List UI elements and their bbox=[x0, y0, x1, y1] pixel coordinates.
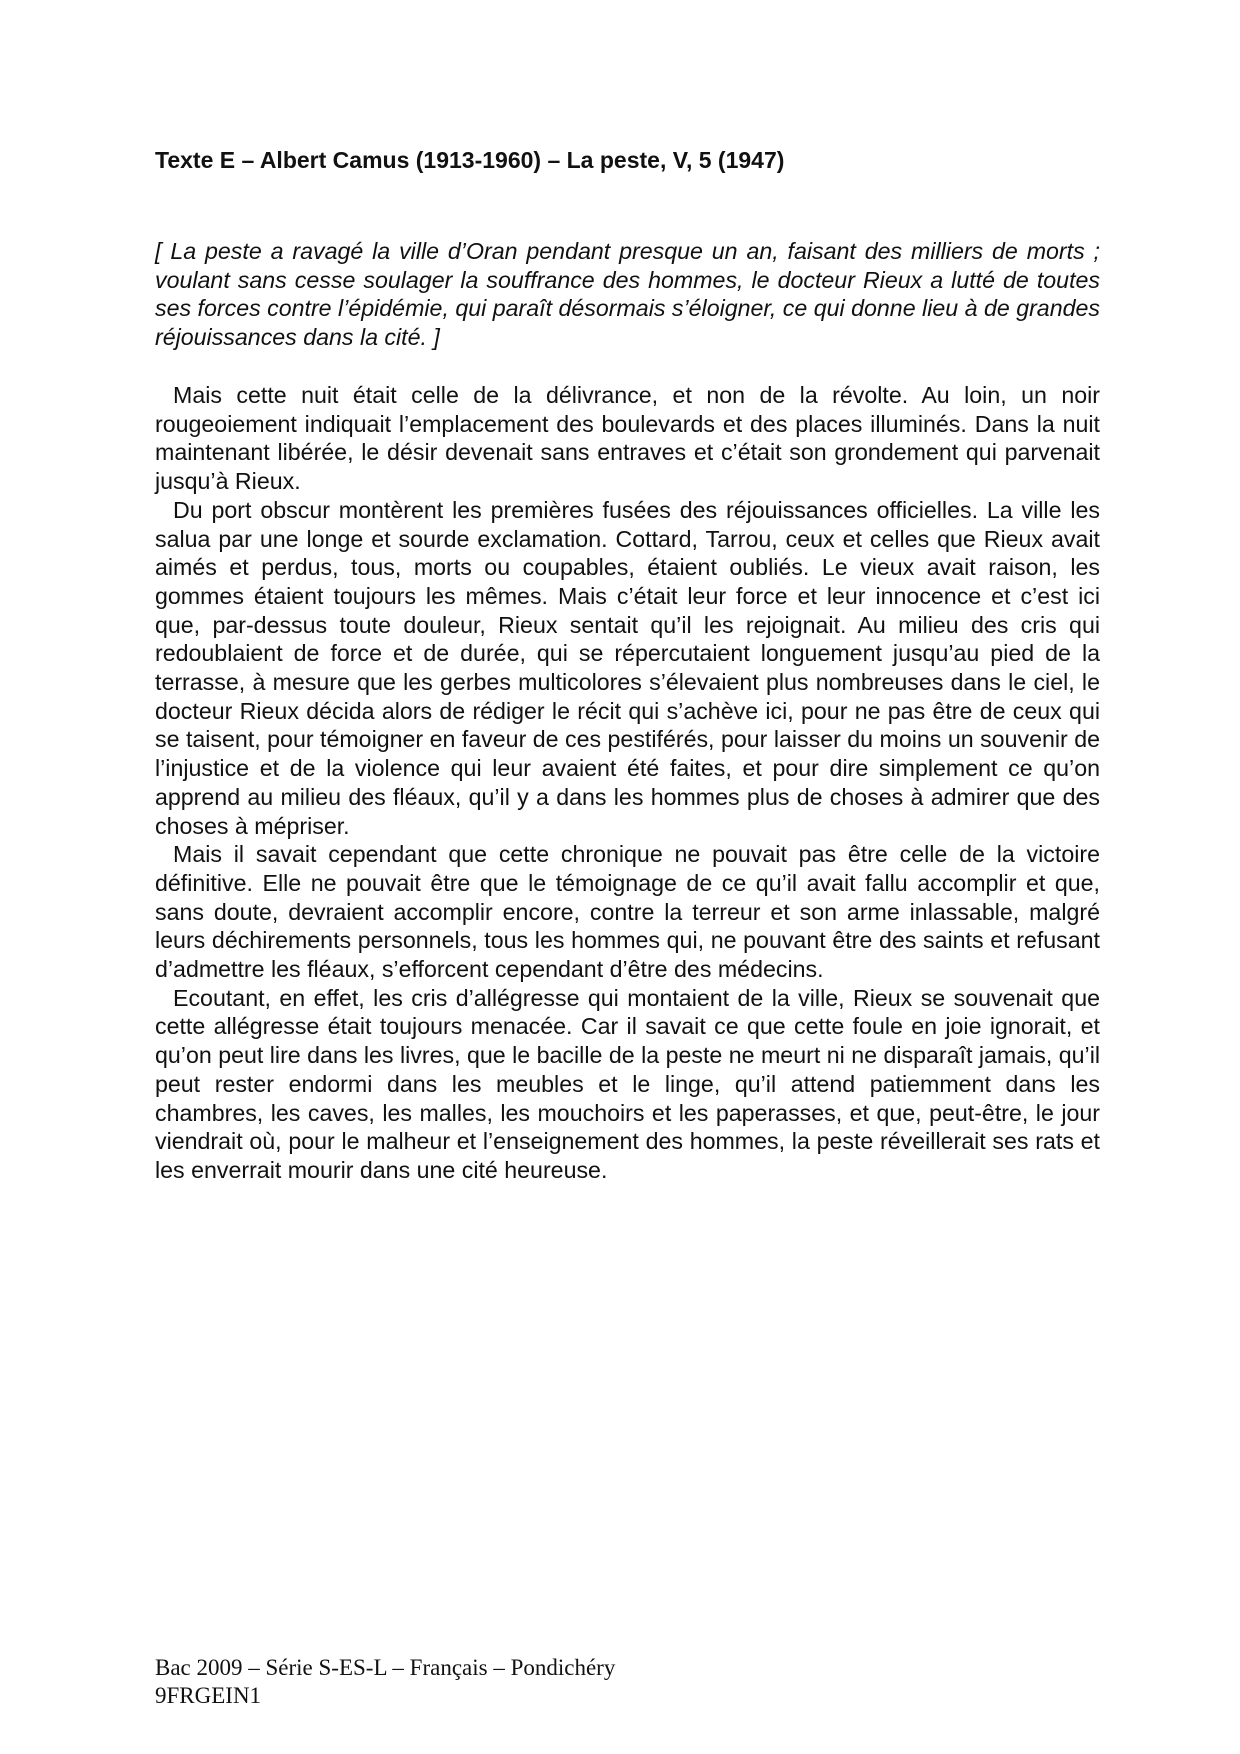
excerpt-body bbox=[155, 381, 1100, 1185]
footer-exam-info: Bac 2009 – Série S-ES-L – Français – Pondichéry bbox=[155, 1655, 616, 1680]
intro-summary: [ La peste a ravagé la ville d’Oran pendant presque un an, faisant des milliers de morts ; voulant sans cesse soulager la souffrance des hommes, le docteur Rieux a lutté de toutes ses forces contre l’épidémie, qui paraît désormais s’éloigner, ce qui donne lieu à de grandes réjouissances dans la cité. ] bbox=[155, 238, 1100, 350]
paragraph: Ecoutant, en effet, les cris d’allégresse qui montaient de la ville, Rieux se souvenait que cette allégresse était toujours menacée. Car il savait ce que cette foule en joie ignorait, et qu’on peut lire dans les livres, que le bacille de la peste ne meurt ni ne disparaît jamais, qu’il peut rester endormi dans les meubles et le linge, qu’il attend patiemment dans les chambres, les caves, les malles, les mouchoirs et les paperasses, et que, peut-être, le jour viendrait où, pour le malheur et l’enseignement des hommes, la peste réveillerait ses rats et les enverrait mourir dans une cité heureuse. bbox=[155, 984, 1100, 1183]
paragraph: Mais cette nuit était celle de la délivrance, et non de la révolte. Au loin, un noir rougeoiement indiquait l’emplacement des boulevards et des places illuminés. Dans la nuit maintenant libérée, le désir devenait sans entraves et c’était son grondement qui parvenait jusqu’à Rieux. bbox=[155, 382, 1100, 495]
document-title: Texte E – Albert Camus (1913-1960) – La peste, V, 5 (1947) bbox=[155, 147, 785, 173]
footer-code: 9FRGEIN1 bbox=[155, 1683, 262, 1708]
paragraph: Mais il savait cependant que cette chronique ne pouvait pas être celle de la victoire définitive. Elle ne pouvait être que le témoignage de ce qu’il avait fallu accomplir et que, sans doute, devraient accomplir encore, contre la terreur et son arme inlassable, malgré leurs déchirements personnels, tous les hommes qui, ne pouvant être des saints et refusant d’admettre les fléaux, s’efforcent cependant d’être des médecins. bbox=[155, 841, 1100, 983]
page-footer bbox=[155, 1654, 855, 1710]
paragraph: Du port obscur montèrent les premières fusées des réjouissances officielles. La ville les salua par une longe et sourde exclamation. Cottard, Tarrou, ceux et celles que Rieux avait aimés et perdus, tous, morts ou coupables, étaient oubliés. Le vieux avait raison, les gommes étaient toujours les mêmes. Mais c’était leur force et leur innocence et c’est ici que, par-dessus toute douleur, Rieux sentait qu’il les rejoignait. Au milieu des cris qui redoublaient de force et de durée, qui se répercutaient longuement jusqu’au pied de la terrasse, à mesure que les gerbes multicolores s’élevaient plus nombreuses dans le ciel, le docteur Rieux décida alors de rédiger le récit qui s’achève ici, pour ne pas être de ceux qui se taisent, pour témoigner en faveur de ces pestiférés, pour laisser du moins un souvenir de l’injustice et de la violence qui leur avaient été faites, et pour dire simplement ce qu’on apprend au milieu des fléaux, qu’il y a dans les hommes plus de choses à admirer que des choses à mépriser. bbox=[155, 496, 1100, 839]
